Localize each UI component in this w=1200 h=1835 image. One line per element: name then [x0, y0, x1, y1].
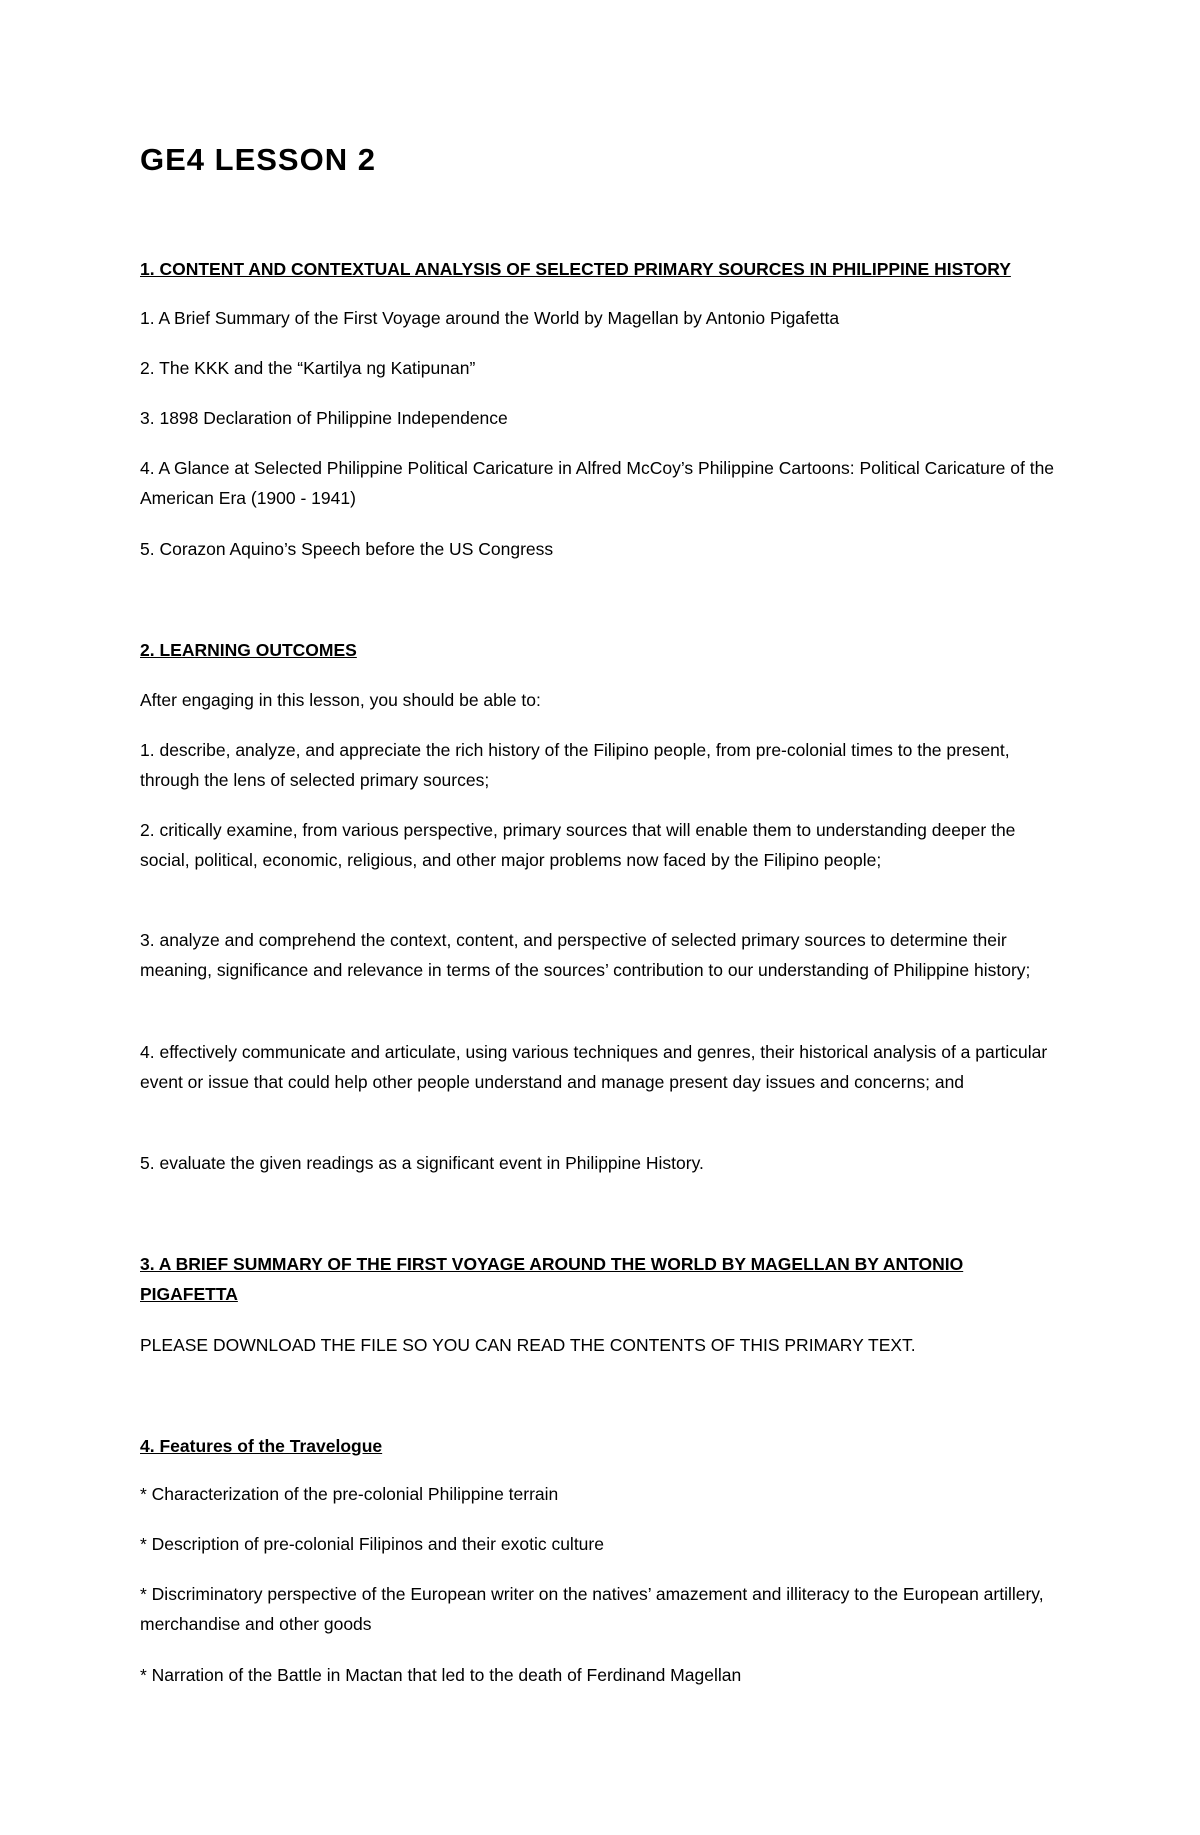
section-3-heading: 3. A BRIEF SUMMARY OF THE FIRST VOYAGE AROUND THE WORLD BY MAGELLAN BY ANTONIO PIGAFETTA: [140, 1254, 964, 1304]
section-3-body: PLEASE DOWNLOAD THE FILE SO YOU CAN READ THE CONTENTS OF THIS PRIMARY TEXT.: [140, 1335, 916, 1355]
section-2-item-5: 5. evaluate the given readings as a significant event in Philippine History.: [140, 1153, 704, 1173]
section-2-item-3: 3. analyze and comprehend the context, content, and perspective of selected primary sources to determine their meaning, significance and relevance in terms of the sources’ contribution to our understanding of Philippine history;: [140, 930, 1031, 980]
section-1-item-4: 4. A Glance at Selected Philippine Political Caricature in Alfred McCoy’s Philippine Cartoons: Political Caricature of the American Era (1900 - 1941): [140, 458, 1055, 508]
section-4-heading: 4. Features of the Travelogue: [140, 1436, 383, 1456]
document-page: [140, 0, 1070, 1835]
section-2-item-1: 1. describe, analyze, and appreciate the rich history of the Filipino people, from pre-colonial times to the present, through the lens of selected primary sources;: [140, 740, 1010, 790]
document-title: GE4 LESSON 2: [140, 142, 376, 177]
section-1-item-5: 5. Corazon Aquino’s Speech before the US Congress: [140, 539, 554, 559]
section-1-item-1: 1. A Brief Summary of the First Voyage around the World by Magellan by Antonio Pigafetta: [140, 308, 840, 328]
section-4-item-1: * Characterization of the pre-colonial Philippine terrain: [140, 1484, 559, 1504]
section-4-item-4: * Narration of the Battle in Mactan that led to the death of Ferdinand Magellan: [140, 1665, 742, 1685]
section-2-heading: 2. LEARNING OUTCOMES: [140, 640, 357, 660]
section-4-item-2: * Description of pre-colonial Filipinos and their exotic culture: [140, 1534, 604, 1554]
section-4-item-3: * Discriminatory perspective of the European writer on the natives’ amazement and illiteracy to the European artillery, merchandise and other goods: [140, 1584, 1044, 1634]
section-1-item-3: 3. 1898 Declaration of Philippine Independence: [140, 408, 508, 428]
section-1-heading: 1. CONTENT AND CONTEXTUAL ANALYSIS OF SELECTED PRIMARY SOURCES IN PHILIPPINE HISTORY: [140, 259, 1011, 279]
section-2-item-2: 2. critically examine, from various perspective, primary sources that will enable them to understanding deeper the social, political, economic, religious, and other major problems now faced by the Filipino people;: [140, 820, 1016, 870]
section-2-item-4: 4. effectively communicate and articulate, using various techniques and genres, their historical analysis of a particular event or issue that could help other people understand and manage present day issues and concerns; and: [140, 1042, 1048, 1092]
section-1-item-2: 2. The KKK and the “Kartilya ng Katipunan”: [140, 358, 476, 378]
section-2-intro: After engaging in this lesson, you should be able to:: [140, 690, 541, 710]
